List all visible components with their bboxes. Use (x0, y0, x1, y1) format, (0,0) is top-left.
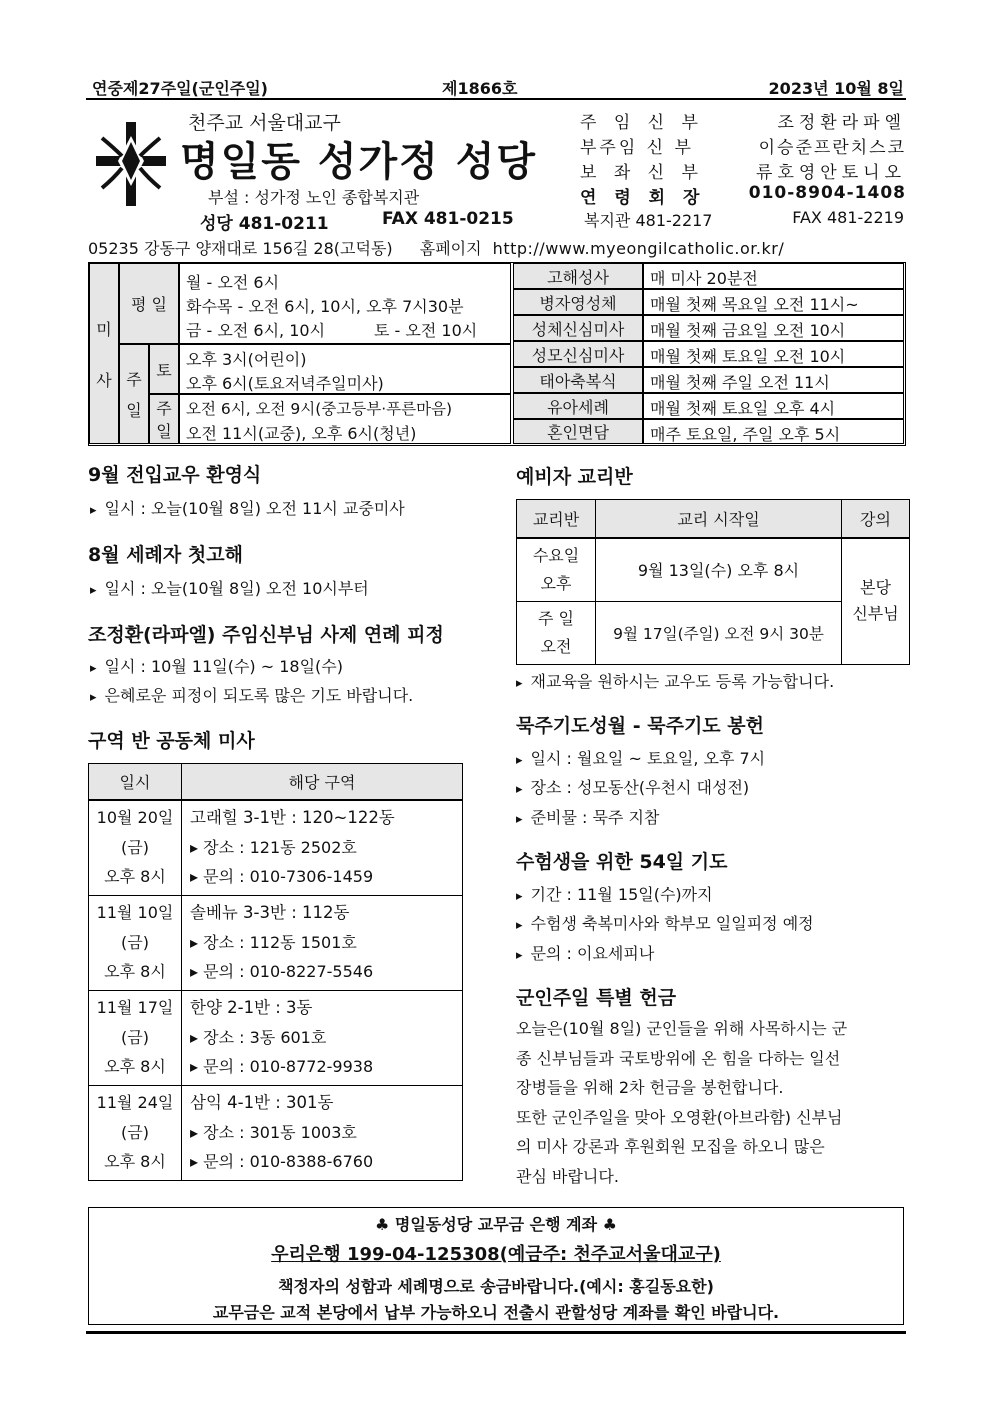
column-header: 일시 (89, 764, 182, 800)
list-item: ▸ 수험생 축복미사와 학부모 일일피정 예정 (516, 911, 814, 934)
staff-name: 류호영안토니오 (756, 163, 906, 183)
service-time: 매월 첫째 목요일 오전 11시~ (643, 289, 904, 315)
homepage-label: 홈페이지 (419, 239, 482, 258)
service-time: 매 미사 20분전 (643, 263, 904, 289)
list-item: ▸ 문의 : 이요세피나 (516, 941, 654, 964)
table-row: 10월 20일 (금) 오후 8시 고래힐 3-1반 : 120~122동 ▸ 장소 : 121동 2502호 ▸ 문의 : 010-7306-1459 (89, 800, 463, 896)
weekday-label: 평 일 (119, 263, 179, 344)
section-title: 수험생을 위한 54일 기도 (516, 851, 728, 873)
catechism-class-table (516, 499, 910, 665)
service-name: 고해성사 (513, 263, 643, 289)
service-name: 성모신심미사 (513, 341, 643, 367)
bank-account-box (88, 1207, 904, 1325)
service-time: 매월 첫째 금요일 오전 10시 (643, 315, 904, 341)
issue-date: 2023년 10월 8일 (768, 79, 904, 98)
list-item: ▸ 재교육을 원하시는 교우도 등록 가능합니다. (516, 669, 834, 692)
list-item: ▸ 기간 : 11월 15일(수)까지 (516, 882, 713, 905)
staff-role: 보 좌 신 부 (580, 163, 704, 183)
column-header: 교리 시작일 (596, 500, 842, 538)
welfare-fax: FAX 481-2219 (792, 208, 904, 227)
district-mass-table (88, 763, 463, 1181)
column-header: 해당 구역 (182, 764, 463, 800)
bank-note: 교무금은 교적 본당에서 납부 가능하오니 전출시 관할성당 계좌를 확인 바랍니다. (212, 1303, 780, 1322)
section-title: 9월 전입교우 환영식 (88, 464, 262, 486)
table-row: 11월 17일 (금) 오후 8시 한양 2-1반 : 3동 ▸ 장소 : 3동 601호 ▸ 문의 : 010-8772-9938 (89, 990, 463, 1085)
service-time: 매월 첫째 주일 오전 11시 (643, 367, 904, 393)
bank-title: ♣ 명일동성당 교무금 은행 계좌 ♣ (374, 1215, 617, 1234)
service-name: 병자영성체 (513, 289, 643, 315)
welfare-phone: 복지관 481-2217 (584, 211, 713, 230)
section-title: 군인주일 특별 헌금 (516, 987, 677, 1009)
archdiocese-name: 천주교 서울대교구 (188, 112, 341, 134)
table-row: 11월 10일 (금) 오후 8시 솔베뉴 3-3반 : 112동 ▸ 장소 : 112동 1501호 ▸ 문의 : 010-8227-5546 (89, 895, 463, 990)
mass-schedule-table (88, 262, 906, 446)
service-name: 태아축복식 (513, 367, 643, 393)
weekend-label: 주 일 (119, 344, 149, 444)
bottom-divider (86, 1331, 906, 1334)
table-row: 11월 24일 (금) 오후 8시 삼익 4-1반 : 301동 ▸ 장소 : 301동 1003호 ▸ 문의 : 010-8388-6760 (89, 1085, 463, 1180)
table-row: 주 일 오전 9월 17일(주일) 오전 9시 30분 (517, 601, 910, 664)
list-item: ▸ 일시 : 오늘(10월 8일) 오전 10시부터 (90, 576, 369, 599)
column-header: 교리반 (517, 500, 596, 538)
list-item: ▸ 준비물 : 묵주 지참 (516, 805, 659, 828)
service-time: 매주 토요일, 주일 오후 5시 (643, 419, 904, 444)
issue-number: 제1866호 (442, 79, 518, 98)
staff-name: 이승준프란치스코 (758, 138, 906, 158)
service-time: 매월 첫째 토요일 오후 4시 (643, 393, 904, 419)
service-time: 매월 첫째 토요일 오전 10시 (643, 341, 904, 367)
service-name: 성체신심미사 (513, 315, 643, 341)
mass-label: 미 사 (89, 263, 119, 444)
bank-account: 우리은행 199-04-125308(예금주: 천주교서울대교구) (271, 1244, 721, 1265)
service-name: 유아세례 (513, 393, 643, 419)
saturday-times: 오후 3시(어린이) 오후 6시(토요저녁주일미사) (179, 344, 511, 394)
cross-logo-icon (92, 118, 170, 210)
staff-role: 연 령 회 장 (580, 188, 706, 208)
church-name: 명일동 성가정 성당 (180, 139, 537, 185)
column-header: 강의 (842, 500, 910, 538)
top-divider (86, 98, 906, 100)
church-phone: 성당 481-0211 (200, 214, 329, 234)
saturday-label: 토 (149, 344, 179, 394)
staff-name: 010-8904-1408 (748, 183, 906, 203)
offering-paragraph: 오늘은(10월 8일) 군인들을 위해 사목하시는 군 종 신부님들과 국토방위에 온 힘을 다하는 일선 장병들을 위해 2차 헌금을 봉헌합니다. 또한 군인주일을 맞아 오영환(아브라함) 신부님 의 미사 강론과 후원회원 모집을 하오니 많은 관심 바랍니다. (516, 1019, 848, 1186)
sunday-label: 주 일 (149, 394, 179, 444)
list-item: ▸ 일시 : 오늘(10월 8일) 오전 11시 교중미사 (90, 496, 405, 519)
lecturer-cell: 본당 신부님 (842, 538, 910, 665)
section-title: 8월 세례자 첫고해 (88, 544, 243, 566)
church-fax: FAX 481-0215 (382, 209, 514, 229)
address-line (88, 236, 784, 259)
list-item: ▸ 일시 : 10월 11일(수) ~ 18일(수) (90, 654, 343, 677)
section-title: 예비자 교리반 (516, 466, 633, 488)
table-row: 수요일 오후 9월 13일(수) 오후 8시 본당 신부님 (517, 538, 910, 602)
church-address: 05235 강동구 양재대로 156길 28(고덕동) (88, 239, 393, 258)
sunday-times: 오전 6시, 오전 9시(중고등부·푸른마음) 오전 11시(교중), 오후 6시(청년) (179, 394, 511, 444)
section-title: 구역 반 공동체 미사 (88, 730, 255, 752)
list-item: ▸ 일시 : 월요일 ~ 토요일, 오후 7시 (516, 746, 765, 769)
annex-info: 부설 : 성가정 노인 종합복지관 (208, 188, 420, 207)
section-title: 조정환(라파엘) 주임신부님 사제 연례 피정 (88, 624, 444, 646)
liturgical-sunday: 연중제27주일(군인주일) (92, 79, 268, 98)
service-name: 혼인면담 (513, 419, 643, 444)
staff-role: 부주임 신 부 (580, 138, 694, 158)
list-item: ▸ 장소 : 성모동산(우천시 대성전) (516, 775, 749, 798)
staff-name: 조정환라파엘 (777, 113, 906, 133)
section-title: 묵주기도성월 - 묵주기도 봉헌 (516, 715, 764, 737)
bank-note: 책정자의 성함과 세례명으로 송금바랍니다.(예시: 홍길동요한) (278, 1277, 714, 1296)
weekday-times: 월 - 오전 6시 화수목 - 오전 6시, 10시, 오후 7시30분 금 - 오전 6시, 10시 토 - 오전 10시 (179, 263, 511, 344)
homepage-link[interactable]: http://www.myeongilcatholic.or.kr/ (492, 239, 785, 258)
staff-role: 주 임 신 부 (580, 113, 704, 133)
list-item: ▸ 은혜로운 피정이 되도록 많은 기도 바랍니다. (90, 683, 413, 706)
